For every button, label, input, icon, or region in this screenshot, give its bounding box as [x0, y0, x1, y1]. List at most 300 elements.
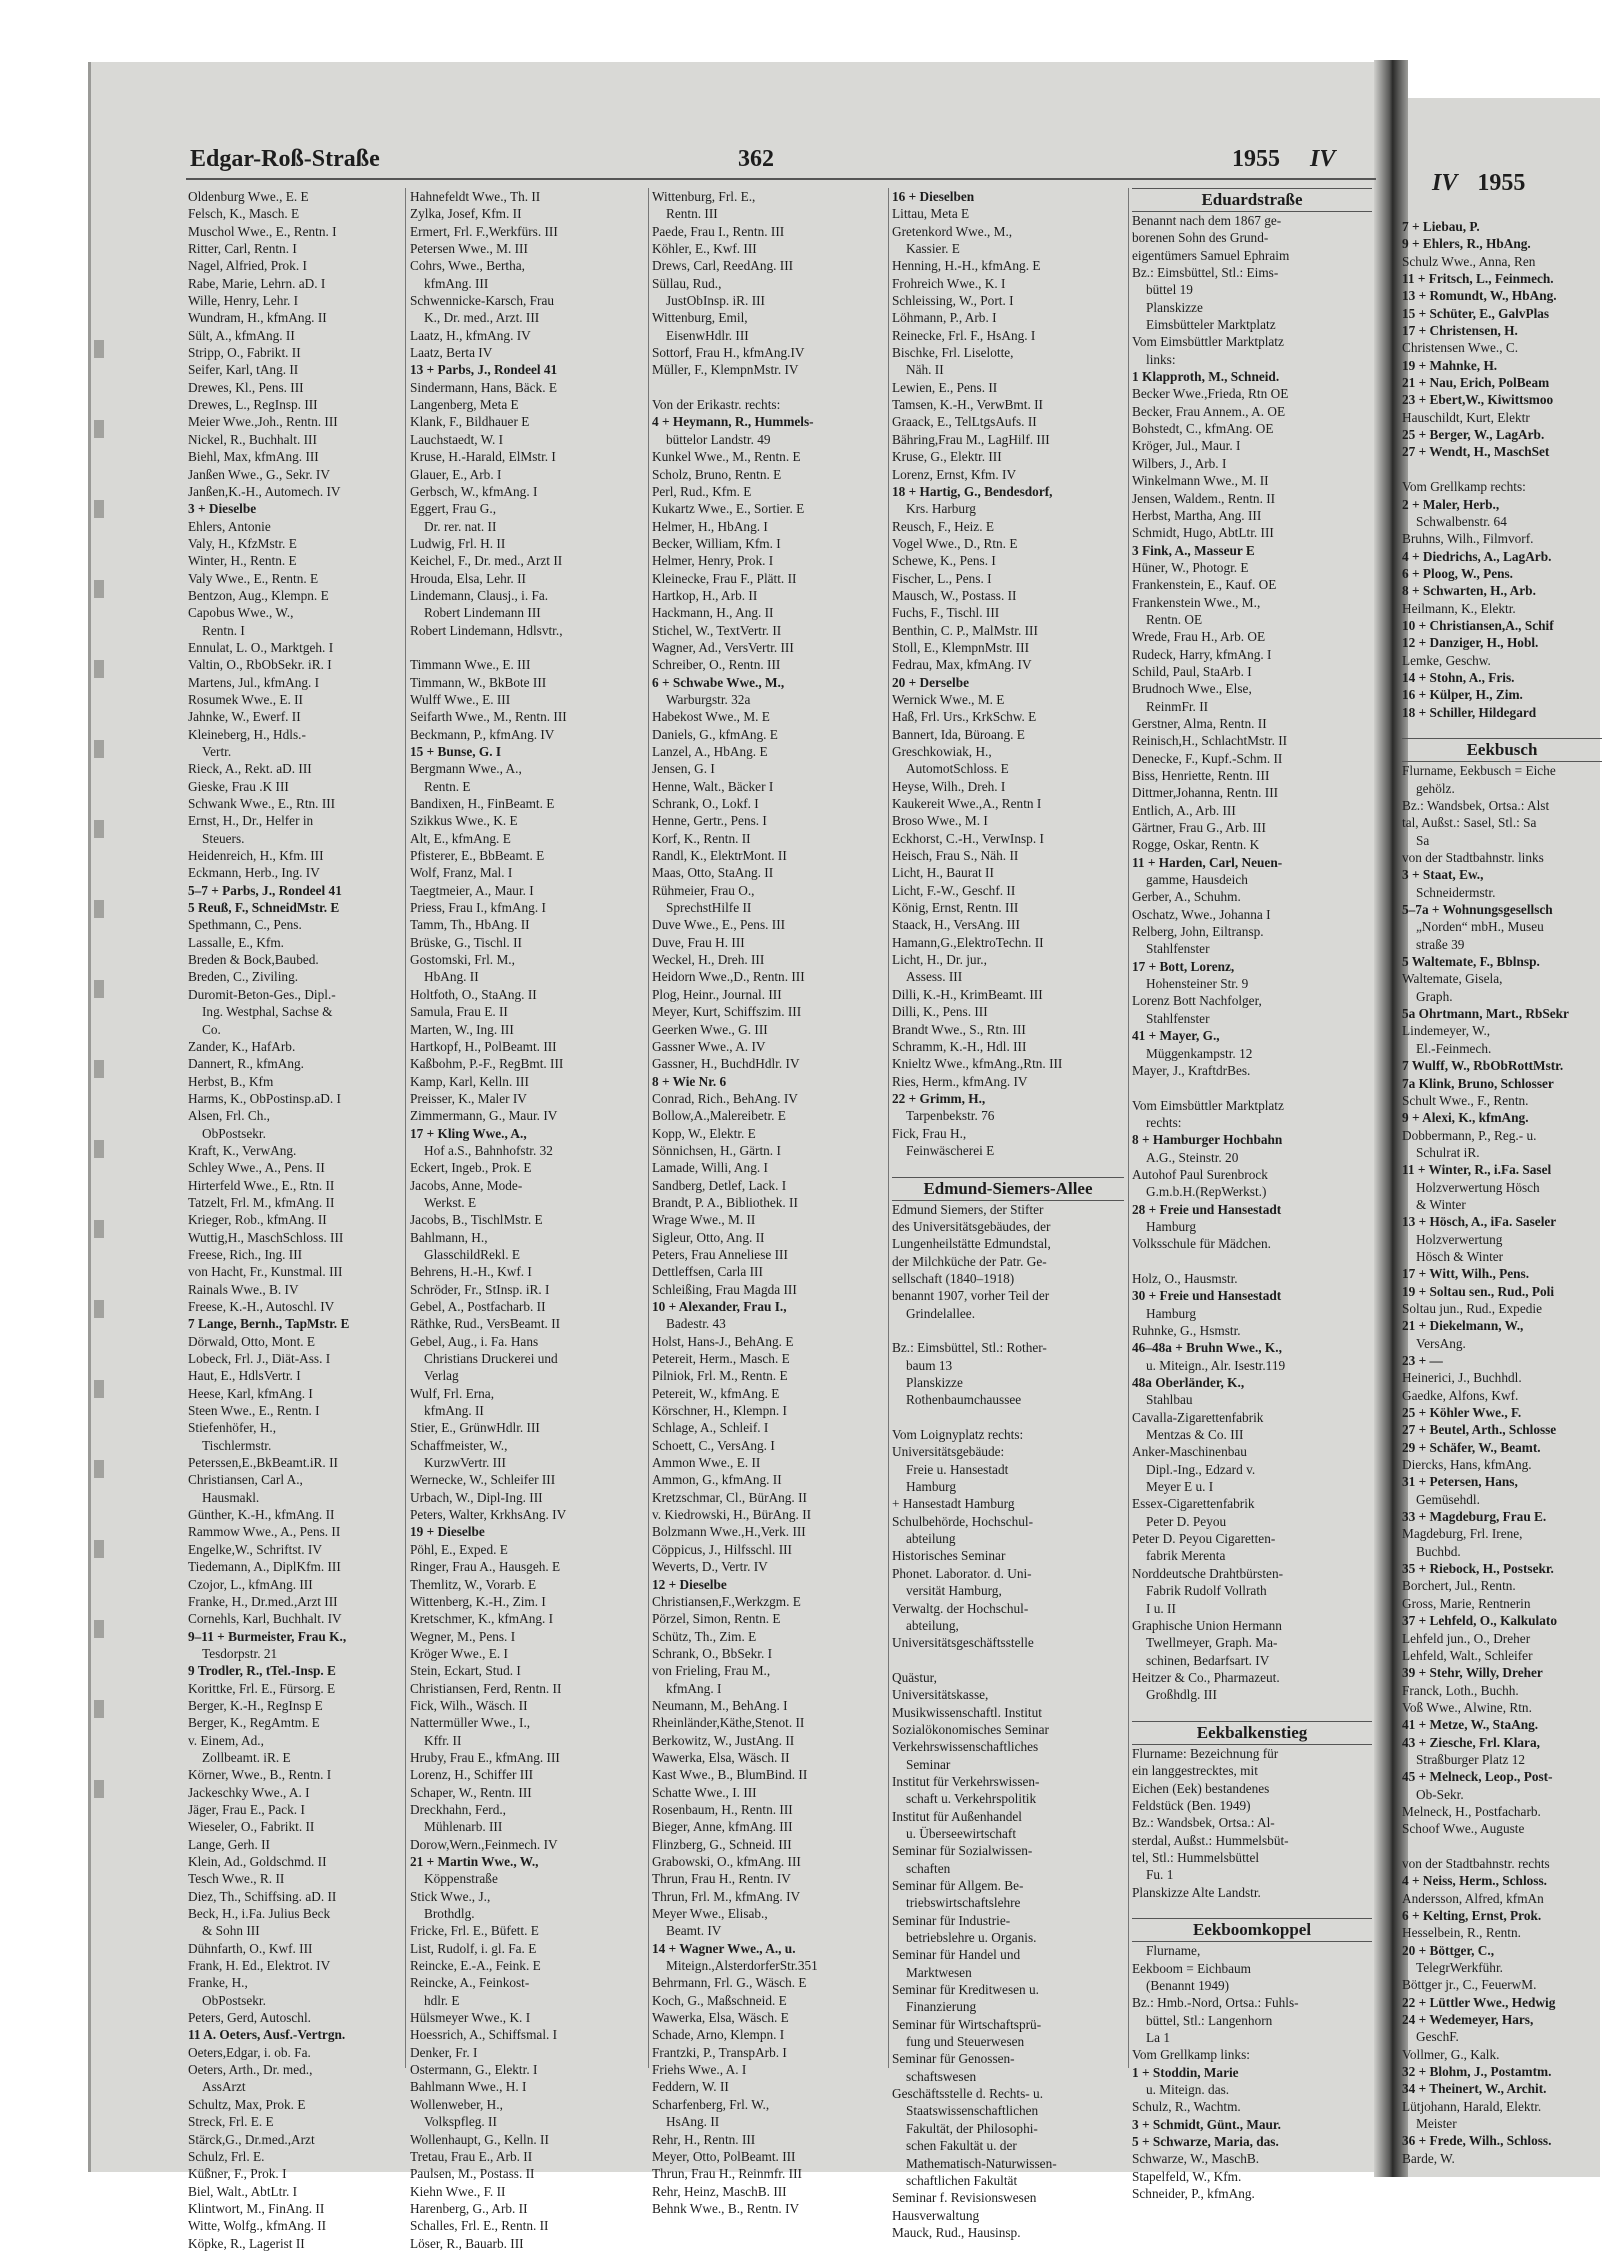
directory-entry: Ringer, Frau A., Hausgeh. E	[410, 1559, 561, 1575]
directory-entry: JustObInsp. iR. III	[666, 293, 765, 309]
directory-entry: Steuers.	[202, 830, 245, 846]
directory-entry: 20 + Derselbe	[892, 674, 969, 690]
directory-entry: Szikkus Wwe., K. E	[410, 813, 518, 829]
directory-entry: Meyer, Kurt, Schiffszim. III	[652, 1004, 802, 1020]
directory-entry: 5–7a + Wohnungsgesellsch	[1402, 902, 1553, 918]
directory-entry: Rehr, H., Rentn. III	[652, 2131, 756, 2147]
directory-entry: Näh. II	[906, 362, 944, 378]
directory-entry: I u. II	[1146, 1600, 1176, 1616]
directory-entry: 34 + Theinert, W., Archit.	[1402, 2081, 1547, 2097]
directory-entry: 12 + Danziger, H., Hobl.	[1402, 635, 1539, 651]
directory-entry: Sült, A., kfmAng. II	[188, 327, 295, 343]
directory-entry: Perl, Rud., Kfm. E	[652, 483, 752, 499]
directory-entry: 15 + Schüter, E., GalvPlas	[1402, 305, 1550, 321]
directory-entry: Graph.	[1416, 988, 1453, 1004]
directory-entry: 17 + Christensen, H.	[1402, 323, 1518, 339]
directory-entry	[410, 639, 642, 656]
directory-entry: Czojor, L., kfmAng. III	[188, 1576, 313, 1592]
directory-entry: kfmAng. II	[424, 1403, 484, 1419]
directory-entry: Marten, W., Ing. III	[410, 1021, 514, 1037]
directory-entry: Hirterfeld Wwe., E., Rtn. II	[188, 1177, 335, 1193]
directory-entry: 15 + Bunse, G. I	[410, 744, 502, 759]
directory-entry: Drewes, Kl., Pens. III	[188, 379, 304, 395]
directory-entry: Diez, Th., Schiffsing. aD. II	[188, 1888, 337, 1904]
directory-entry: Schley Wwe., A., Pens. II	[188, 1160, 325, 1176]
directory-entry: Cöppicus, J., Hilfsschl. III	[652, 1541, 792, 1557]
directory-entry: Jensen, G. I	[652, 761, 715, 777]
directory-entry: Kretzschmar, Cl., BürAng. II	[652, 1489, 807, 1505]
directory-entry: Stein, Eckart, Stud. I	[410, 1663, 521, 1679]
directory-entry: Barde, W.	[1402, 2150, 1455, 2166]
directory-entry: Bolzmann Wwe.,H.,Verk. III	[652, 1524, 806, 1540]
directory-entry: 7 Lange, Bernh., TapMstr. E	[188, 1316, 350, 1332]
directory-entry: Stier, E., GrünwHdlr. III	[410, 1420, 540, 1436]
directory-entry: 19 + Dieselbe	[410, 1524, 485, 1540]
directory-entry: Licht, F.-W., Geschf. II	[892, 882, 1016, 898]
directory-entry: Geerken Wwe., G. III	[652, 1021, 768, 1037]
directory-entry: 18 + Hartig, G., Bendesdorf,	[892, 483, 1053, 499]
directory-entry: Wawerka, Elsa, Wäsch. E	[652, 2010, 789, 2026]
directory-entry: kfmAng. III	[424, 275, 489, 291]
directory-entry: Franke, H., Dr.med.,Arzt III	[188, 1593, 338, 1609]
directory-entry: + Hansestadt Hamburg	[892, 1496, 1015, 1512]
street-heading: Eduardstraße	[1132, 188, 1372, 212]
directory-entry: Peter D. Peyou Cigaretten-	[1132, 1531, 1276, 1547]
directory-entry: 37 + Lehfeld, O., Kalkulato	[1402, 1613, 1557, 1629]
directory-entry: Denker, Fr. I	[410, 2044, 478, 2060]
directory-entry: büttelor Landstr. 49	[666, 431, 771, 447]
directory-entry: Relberg, John, Eiltransp.	[1132, 924, 1264, 940]
directory-entry: Seminar für Genossen-	[892, 2051, 1015, 2067]
directory-entry: Schultz, Max, Prok. E	[188, 2096, 306, 2112]
directory-entry: Wollenweber, H.,	[410, 2096, 503, 2112]
directory-entry: 4 + Neiss, Herm., Schloss.	[1402, 1873, 1547, 1889]
directory-entry: Schoett, C., VersAng. I	[652, 1437, 775, 1453]
directory-entry: Eckhorst, C.-H., VerwInsp. I	[892, 830, 1044, 846]
directory-entry: Henning, H.-H., kfmAng. E	[892, 258, 1041, 274]
directory-entry: Schult Wwe., F., Rentn.	[1402, 1092, 1529, 1108]
directory-entry: Biel, Walt., AbtLtr. I	[188, 2183, 298, 2199]
directory-entry: Gerstner, Alma, Rentn. II	[1132, 715, 1267, 731]
directory-entry: Hesselbein, R., Rentn.	[1402, 1925, 1521, 1941]
directory-entry: Seminar für Industrie-	[892, 1912, 1011, 1928]
directory-entry: Fricke, Frl. E., Büfett. E	[410, 1923, 539, 1939]
directory-entry: Licht, H., Baurat II	[892, 865, 994, 881]
directory-entry: Hausverwaltung	[892, 2207, 980, 2223]
directory-entry: Stahlbau	[1146, 1392, 1193, 1408]
directory-entry: Dr. rer. nat. II	[424, 518, 497, 534]
directory-entry: Hülsmeyer Wwe., K. I	[410, 2010, 531, 2026]
directory-entry: 17 + Witt, Wilh., Pens.	[1402, 1266, 1530, 1282]
directory-entry: 5a Ohrtmann, Mart., RbSekr	[1402, 1006, 1569, 1022]
directory-entry: Andersson, Alfred, kfmAn	[1402, 1890, 1544, 1906]
directory-entry: Wagner, Ad., VersVertr. III	[652, 639, 794, 655]
directory-entry: Seminar	[906, 1756, 951, 1772]
directory-entry: Gebel, A., Postfacharb. II	[410, 1299, 546, 1314]
directory-entry: abteilung	[906, 1531, 956, 1547]
directory-entry: Thrun, Frl. M., kfmAng. IV	[652, 1888, 801, 1904]
directory-entry: Berger, K.-H., RegInsp E	[188, 1697, 323, 1713]
directory-entry: Conrad, Rich., BehAng. IV	[652, 1090, 798, 1106]
directory-entry: schaftlichen Fakultät	[906, 2172, 1018, 2188]
directory-entry: Jacobs, B., TischlMstr. E	[410, 1212, 543, 1228]
directory-entry: Priess, Frau I., kfmAng. I	[410, 900, 546, 916]
directory-entry: Vom Grellkamp rechts:	[1402, 479, 1526, 495]
directory-entry: Stiefenhöfer, H.,	[188, 1420, 277, 1436]
directory-entry: hdlr. E	[424, 1992, 460, 2008]
directory-entry: von Hacht, Fr., Kunstmal. III	[188, 1264, 343, 1280]
directory-entry: Wilbers, J., Arb. I	[1132, 455, 1227, 471]
right-page-column	[1402, 218, 1602, 2168]
directory-entry: 13 + Hösch, A., iFa. Saseler	[1402, 1214, 1557, 1230]
directory-entry: schinen, Bedarfsart. IV	[1146, 1652, 1270, 1668]
directory-column-2	[410, 188, 642, 2251]
directory-entry: Sozialökonomisches Seminar	[892, 1721, 1049, 1737]
directory-entry: Universitätsgeschäftsstelle	[892, 1635, 1034, 1651]
directory-entry: Lobeck, Frl. J., Diät-Ass. I	[188, 1351, 331, 1367]
directory-entry: triebswirtschaftslehre	[906, 1895, 1021, 1911]
directory-entry: Norddeutsche Drahtbürsten-	[1132, 1565, 1284, 1581]
directory-entry: Winter, H., Rentn. E	[188, 553, 297, 569]
directory-entry: Jacobs, Anne, Mode-	[410, 1177, 523, 1193]
directory-entry: eigentümers Samuel Ephraim	[1132, 247, 1290, 263]
directory-entry: Brandt Wwe., S., Rtn. III	[892, 1021, 1026, 1037]
directory-entry: Heidorn Wwe.,D., Rentn. III	[652, 969, 805, 985]
directory-entry: Bz.: Hmb.-Nord, Ortsa.: Fuhls-	[1132, 1995, 1299, 2011]
directory-entry: Diercks, Hans, kfmAng.	[1402, 1457, 1532, 1473]
directory-entry: benannt 1907, vorher Teil der	[892, 1288, 1050, 1304]
directory-entry: Küßner, F., Prok. I	[188, 2166, 287, 2182]
directory-entry: Krs. Harburg	[906, 501, 976, 517]
directory-entry: Christiansen, Ferd, Rentn. II	[410, 1680, 562, 1696]
directory-entry: GeschF.	[1416, 2029, 1459, 2045]
directory-entry: Schulbehörde, Hochschul-	[892, 1513, 1034, 1529]
directory-entry: Verlag	[424, 1368, 459, 1384]
directory-entry: Kassier. E	[906, 241, 960, 257]
directory-entry: G.m.b.H.(RepWerkst.)	[1146, 1184, 1267, 1200]
directory-entry: Kamp, Karl, Kelln. III	[410, 1073, 529, 1089]
directory-entry: Becker, William, Kfm. I	[652, 535, 781, 551]
directory-entry: Tamsen, K.-H., VerwBmt. II	[892, 397, 1043, 413]
directory-entry: 21 + Nau, Erich, PolBeam	[1402, 375, 1550, 391]
directory-entry: Mathematisch-Naturwissen-	[906, 2155, 1057, 2171]
directory-entry: Kruse, G., Elektr. III	[892, 449, 1002, 465]
directory-entry: Seminar für Sozialwissen-	[892, 1843, 1033, 1859]
directory-entry: Reusch, F., Heiz. E	[892, 518, 994, 534]
directory-entry: Magdeburg, Frl. Irene,	[1402, 1526, 1523, 1542]
directory-entry: Heinerici, J., Buchhdl.	[1402, 1370, 1522, 1386]
directory-entry: Taegtmeier, A., Maur. I	[410, 882, 534, 898]
directory-entry: Meyer Wwe., Elisab.,	[652, 1906, 768, 1922]
directory-entry: 36 + Frede, Wilh., Schloss.	[1402, 2133, 1552, 2149]
directory-entry: Lange, Gerh. II	[188, 1836, 270, 1852]
directory-entry: Becker Wwe.,Frieda, Rtn OE	[1132, 386, 1289, 402]
directory-entry: Korittke, Frl. E., Fürsorg. E	[188, 1680, 336, 1696]
directory-entry: Körner, Wwe., B., Rentn. I	[188, 1767, 332, 1783]
directory-entry: 29 + Schäfer, W., Beamt.	[1402, 1439, 1541, 1455]
directory-entry: 31 + Petersen, Hans,	[1402, 1474, 1518, 1490]
directory-entry: Behnk Wwe., B., Rentn. IV	[652, 2200, 800, 2216]
directory-entry: tal, Außst.: Sasel, Stl.: Sa	[1402, 815, 1537, 831]
directory-entry: Gross, Marie, Rentnerin	[1402, 1595, 1531, 1611]
directory-entry: Ennulat, L. O., Marktgeh. I	[188, 639, 334, 655]
directory-entry: 17 + Kling Wwe., A.,	[410, 1125, 527, 1141]
directory-entry: büttel, Stl.: Langenhorn	[1146, 2012, 1273, 2028]
directory-entry: Schlage, A., Schleif. I	[652, 1420, 769, 1436]
directory-entry: Schatte Wwe., I. III	[652, 1784, 757, 1800]
directory-entry: 1 + Stoddin, Marie	[1132, 2064, 1239, 2080]
directory-entry: Daniels, G., kfmAng. E	[652, 726, 778, 742]
right-page-volume: IV	[1432, 170, 1458, 196]
directory-entry: Robert Lindemann III	[424, 605, 541, 621]
directory-entry	[1132, 1253, 1372, 1270]
directory-entry: Seminar für Handel und	[892, 1947, 1021, 1963]
directory-entry: Drews, Carl, ReedAng. III	[652, 258, 794, 274]
directory-entry: 19 + Mahnke, H.	[1402, 357, 1498, 373]
directory-entry: Bz.: Wandsbek, Ortsa.: Al-	[1132, 1815, 1275, 1831]
directory-entry: Kaßbohm, P.-F., RegBmt. III	[410, 1056, 564, 1072]
directory-entry: Flurname: Bezeichnung für	[1132, 1745, 1279, 1761]
directory-entry: HsAng. II	[666, 2114, 720, 2130]
directory-entry: 6 + Kelting, Ernst, Prok.	[1402, 1908, 1542, 1923]
directory-entry: Stärck,G., Dr.med.,Arzt	[188, 2131, 315, 2147]
directory-entry: 10 + Alexander, Frau I.,	[652, 1299, 787, 1314]
directory-entry: Fakultät, der Philosophi-	[906, 2120, 1038, 2136]
directory-entry: Großhdlg. III	[1146, 1687, 1217, 1703]
directory-entry: Frohreich Wwe., K. I	[892, 275, 1006, 291]
directory-entry: Edmund Siemers, der Stifter	[892, 1201, 1044, 1217]
directory-entry: 25 + Berger, W., LagArb.	[1402, 427, 1545, 443]
directory-entry: betriebslehre u. Organis.	[906, 1930, 1037, 1946]
directory-entry: Hoessrich, A., Schiffsmal. I	[410, 2027, 558, 2043]
directory-entry: rechts:	[1146, 1114, 1182, 1130]
directory-entry: Klintwort, M., FinAng. II	[188, 2200, 325, 2216]
directory-entry: Petereit, Herm., Masch. E	[652, 1351, 790, 1367]
directory-entry: Stahlfenster	[1146, 941, 1210, 957]
directory-entry: Peterssen,E.,BkBeamt.iR. II	[188, 1455, 338, 1471]
directory-entry: Seminar f. Revisionswesen	[892, 2190, 1037, 2206]
directory-entry: Schwank Wwe., E., Rtn. III	[188, 796, 336, 812]
directory-entry: La 1	[1146, 2030, 1170, 2046]
directory-entry: Twellmeyer, Graph. Ma-	[1146, 1635, 1278, 1651]
directory-entry: 16 + Dieselben	[892, 189, 975, 204]
directory-entry: 27 + Wendt, H., MaschSet	[1402, 444, 1550, 460]
directory-entry: Kast Wwe., B., BlumBind. II	[652, 1767, 808, 1783]
directory-entry: Schewe, K., Pens. I	[892, 553, 996, 569]
directory-entry: Miteign.,AlsterdorferStr.351	[666, 1958, 818, 1974]
directory-entry: Tischlermstr.	[202, 1437, 272, 1453]
directory-entry: 20 + Böttger, C.,	[1402, 1942, 1495, 1958]
directory-entry: Lorenz, Ernst, Kfm. IV	[892, 466, 1017, 482]
directory-entry: Hösch & Winter	[1416, 1248, 1504, 1264]
directory-entry: Cornehls, Karl, Buchhalt. IV	[188, 1611, 342, 1627]
directory-entry: Meister	[1416, 2116, 1457, 2132]
directory-entry: Jackeschky Wwe., A. I	[188, 1784, 310, 1800]
directory-entry: Bentzon, Aug., Klempn. E	[188, 587, 329, 603]
directory-entry: Feddern, W. II	[652, 2079, 729, 2095]
directory-entry: Gieske, Frau .K III	[188, 778, 289, 794]
directory-entry: Oeters,Edgar, i. ob. Fa.	[188, 2044, 311, 2060]
directory-entry: Dannert, R., kfmAng.	[188, 1056, 304, 1072]
directory-entry: tel, Stl.: Hummelsbüttel	[1132, 1849, 1260, 1865]
directory-entry: Gassner, H., BuchdHdlr. IV	[652, 1056, 800, 1072]
directory-entry: Biehl, Max, kfmAng. III	[188, 449, 319, 465]
directory-entry: Christiansen,F.,Werkzgm. E	[652, 1593, 801, 1609]
directory-entry: Waltemate, Gisela,	[1402, 971, 1503, 987]
directory-entry: Holzverwertung	[1416, 1231, 1503, 1247]
directory-entry: Sigleur, Otto, Ang. II	[652, 1229, 765, 1245]
directory-entry: Eimsbütteler Marktplatz	[1146, 317, 1276, 333]
directory-entry: Ehlers, Antonie	[188, 518, 271, 534]
directory-entry: Reinisch,H., SchlachtMstr. II	[1132, 733, 1288, 749]
directory-entry: Fick, Frau H.,	[892, 1125, 967, 1141]
directory-entry: Graphische Union Hermann	[1132, 1617, 1282, 1633]
street-heading: Eekbusch	[1402, 738, 1602, 762]
directory-entry: Universitätsgebäude:	[892, 1444, 1005, 1460]
directory-entry: Melneck, H., Postfacharb.	[1402, 1803, 1541, 1819]
directory-entry: Tesch Wwe., R. II	[188, 1871, 285, 1887]
directory-entry: Gostomski, Frl. M.,	[410, 952, 515, 968]
directory-entry: Fabrik Rudolf Vollrath	[1146, 1583, 1267, 1599]
directory-entry: Hrouda, Elsa, Lehr. II	[410, 570, 526, 586]
directory-entry: Duve Wwe., E., Pens. III	[652, 917, 786, 933]
directory-entry: Hamann,G.,ElektroTechn. II	[892, 934, 1044, 950]
directory-entry: Fischer, L., Pens. I	[892, 570, 992, 586]
directory-entry: 48a Oberländer, K.,	[1132, 1375, 1245, 1391]
directory-entry: Dobbermann, P., Reg.- u.	[1402, 1127, 1537, 1143]
directory-entry: Krieger, Rob., kfmAng. II	[188, 1212, 327, 1228]
street-heading: Eekbalkenstieg	[1132, 1721, 1372, 1745]
directory-entry: Dühnfarth, O., Kwf. III	[188, 1940, 313, 1956]
directory-entry: SprechstHilfe II	[666, 900, 752, 916]
directory-entry: Dörwald, Otto, Mont. E	[188, 1333, 316, 1349]
directory-entry: Brandt, P. A., Bibliothek. II	[652, 1194, 798, 1210]
directory-entry: Tiedemann, A., DiplKfm. III	[188, 1559, 341, 1575]
directory-entry: Benthin, C. P., MalMstr. III	[892, 622, 1038, 638]
directory-entry: Volkspfleg. II	[424, 2114, 497, 2130]
directory-entry: Wawerka, Elsa, Wäsch. II	[652, 1749, 790, 1765]
directory-entry: Vom Loignyplatz rechts:	[892, 1427, 1024, 1443]
directory-entry: Valy Wwe., E., Rentn. E	[188, 570, 319, 586]
directory-entry: 9 + Ehlers, R., HbAng.	[1402, 236, 1531, 252]
directory-entry: Petersen Wwe., M. III	[410, 241, 528, 257]
directory-entry: Wrede, Frau H., Arb. OE	[1132, 629, 1266, 645]
directory-entry: Helmer, Henry, Prok. I	[652, 553, 774, 569]
directory-entry: Dilli, K., Pens. III	[892, 1004, 988, 1020]
directory-entry: 23 + —	[1402, 1353, 1443, 1368]
directory-entry: Geschäftsstelle d. Rechts- u.	[892, 2086, 1044, 2102]
directory-entry: Verkehrswissenschaftliches	[892, 1739, 1039, 1755]
directory-entry: AutomotSchloss. E	[906, 761, 1009, 777]
directory-entry: Lungenheilstätte Edmundstal,	[892, 1236, 1051, 1252]
directory-entry: 13 + Romundt, W., HbAng.	[1402, 288, 1557, 304]
directory-entry: Stripp, O., Fabrikt. II	[188, 345, 301, 361]
directory-entry: Buchbd.	[1416, 1543, 1461, 1559]
directory-entry: Glauer, E., Arb. I	[410, 466, 502, 482]
directory-entry: ein langgestrecktes, mit	[1132, 1763, 1258, 1779]
directory-entry: Köhler, E., Kwf. III	[652, 241, 757, 257]
directory-entry: Voß Wwe., Alwine, Rtn.	[1402, 1699, 1532, 1715]
directory-entry: Scholz, Bruno, Rentn. E	[652, 466, 782, 482]
directory-entry: gamme, Hausdeich	[1146, 872, 1248, 888]
directory-entry: Rühmeier, Frau O.,	[652, 882, 755, 898]
directory-entry: Herbst, Martha, Ang. III	[1132, 507, 1262, 523]
directory-entry: ObPostsekr.	[202, 1125, 266, 1141]
directory-entry: Kröger Wwe., E. I	[410, 1645, 508, 1661]
directory-entry: 32 + Blohm, J., Postamtm.	[1402, 2064, 1552, 2080]
street-heading: Edmund-Siemers-Allee	[892, 1177, 1124, 1201]
directory-entry: Gemüsehdl.	[1416, 1491, 1480, 1507]
directory-entry: 41 + Metze, W., StaAng.	[1402, 1717, 1539, 1733]
directory-entry: El.-Feinmech.	[1416, 1040, 1492, 1056]
directory-entry: 17 + Bott, Lorenz,	[1132, 958, 1235, 974]
directory-entry: Heyse, Wilh., Dreh. I	[892, 778, 1006, 794]
directory-entry: Gassner Wwe., A. IV	[652, 1038, 766, 1054]
directory-entry: Lassalle, E., Kfm.	[188, 934, 285, 950]
directory-entry: 3 Fink, A., Masseur E	[1132, 542, 1255, 558]
directory-entry: Schwarze, W., MaschB.	[1132, 2151, 1260, 2167]
directory-entry: Eekboom = Eichbaum	[1132, 1960, 1252, 1976]
directory-entry: Entlich, A., Arb. III	[1132, 802, 1236, 818]
directory-entry: 7a Klink, Bruno, Schlosser	[1402, 1075, 1554, 1091]
directory-entry: Schoof Wwe., Auguste	[1402, 1821, 1525, 1837]
directory-entry: Franke, H.,	[188, 1975, 248, 1991]
directory-entry: 9 Trodler, R., tTel.-Insp. E	[188, 1663, 336, 1679]
directory-entry: Planskizze Alte Landstr.	[1132, 1884, 1261, 1900]
directory-entry: Tarpenbekstr. 76	[906, 1108, 995, 1124]
directory-entry: AssArzt	[202, 2079, 246, 2095]
directory-entry: Rabe, Marie, Lehrn. aD. I	[188, 275, 326, 291]
page-number: 362	[738, 146, 774, 172]
directory-entry: Co.	[202, 1021, 221, 1037]
directory-entry: Tretau, Frau E., Arb. II	[410, 2148, 533, 2164]
directory-entry: 12 + Dieselbe	[652, 1576, 727, 1592]
directory-entry: Breden, C., Ziviling.	[188, 969, 299, 985]
directory-entry: Spethmann, C., Pens.	[188, 917, 302, 933]
directory-entry: Kröger, Jul., Maur. I	[1132, 438, 1241, 454]
directory-entry: Korf, K., Rentn. II	[652, 830, 751, 846]
directory-entry: Köpke, R., Lagerist II	[188, 2235, 305, 2251]
directory-entry: Littau, Meta E	[892, 206, 970, 222]
directory-entry: Duve, Frau H. III	[652, 934, 745, 950]
directory-entry: Peters, Walter, KrkhsAng. IV	[410, 1507, 567, 1523]
directory-entry: 11 + Harden, Carl, Neuen-	[1132, 854, 1283, 870]
directory-entry: Graack, E., TelLtgsAufs. II	[892, 414, 1037, 430]
directory-entry: Schulz Wwe., Anna, Ren	[1402, 253, 1536, 269]
directory-entry: Brüske, G., Tischl. II	[410, 934, 522, 950]
directory-entry: Wieseler, O., Fabrikt. II	[188, 1819, 315, 1835]
directory-entry: Pörzel, Simon, Rentn. E	[652, 1611, 781, 1627]
directory-entry: TelegrWerkführ.	[1416, 1960, 1503, 1976]
directory-entry: Marktwesen	[906, 1964, 972, 1980]
directory-entry: Henne, Gertr., Pens. I	[652, 813, 767, 829]
directory-entry: 11 + Winter, R., i.Fa. Sasel	[1402, 1162, 1552, 1178]
directory-entry: Hof a.S., Bahnhofstr. 32	[424, 1142, 553, 1158]
directory-entry: Seifer, Karl, tAng. II	[188, 362, 299, 378]
directory-entry: Schulrat iR.	[1416, 1144, 1480, 1160]
directory-entry: Böttger jr., C., FeuerwM.	[1402, 1977, 1537, 1993]
directory-entry: Räthke, Rud., VersBeamt. II	[410, 1316, 561, 1332]
directory-entry: Drewes, L., RegInsp. III	[188, 397, 318, 413]
directory-entry: v. Kiedrowski, H., BürAng. II	[652, 1507, 812, 1523]
directory-entry: 14 + Stohn, A., Fris.	[1402, 669, 1515, 685]
directory-entry: 35 + Riebock, H., Postsekr.	[1402, 1561, 1554, 1577]
directory-entry: 8 + Hamburger Hochbahn	[1132, 1132, 1283, 1148]
directory-entry: 18 + Schiller, Hildegard	[1402, 704, 1537, 720]
directory-entry: Tamm, Th., HbAng. II	[410, 917, 530, 933]
directory-entry: Planskizze	[906, 1375, 963, 1391]
directory-entry: Lemke, Geschw.	[1402, 652, 1491, 668]
